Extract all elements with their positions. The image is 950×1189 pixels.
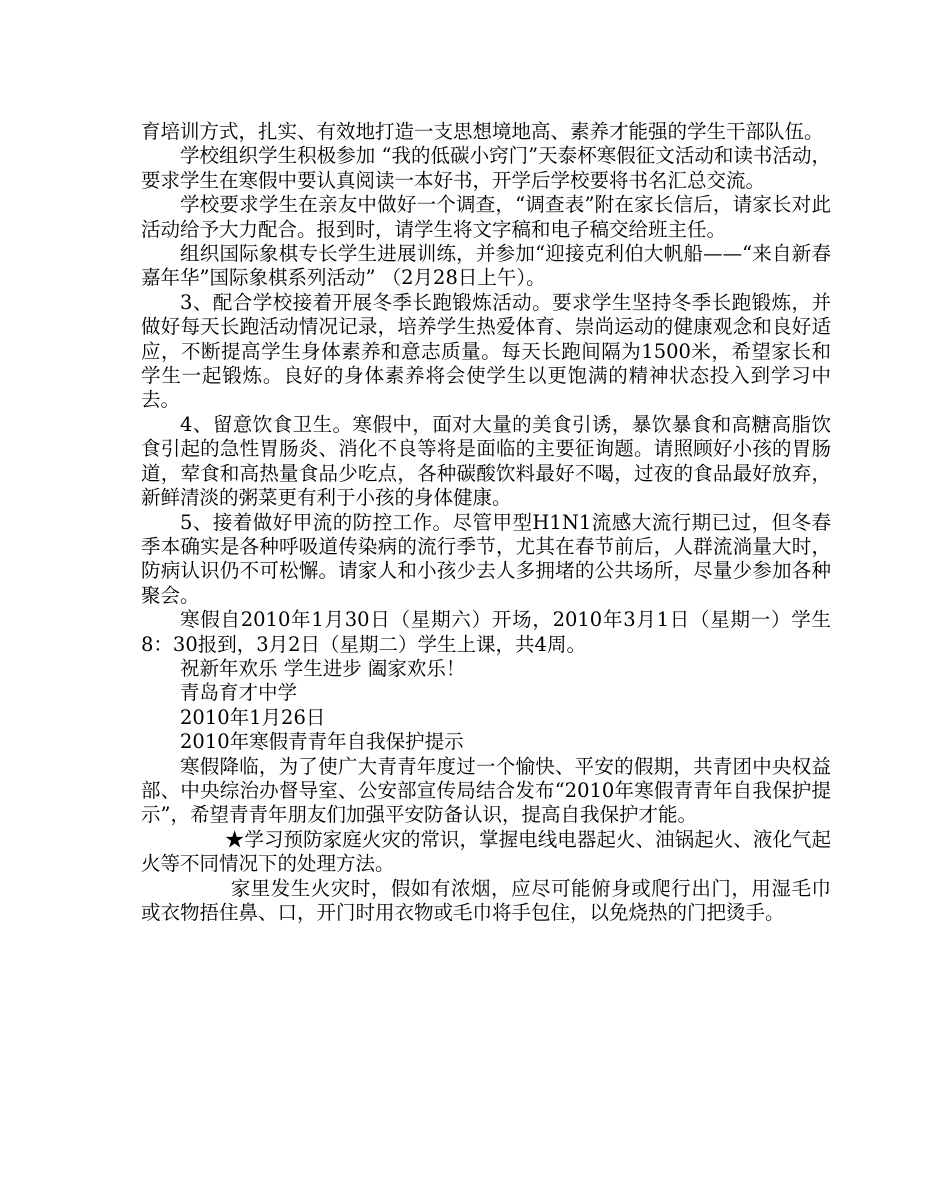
paragraph-safety-intro: 寒假降临，为了使广大青青年度过一个愉快、平安的假期，共青团中央权益部、中央综治办督导室、公安部宣传局结合发布“2010年寒假青青年自我保护提示”，希望青青年朋友们加强平安防备认识，提高自我保护才能。: [141, 754, 831, 827]
paragraph-vacation-dates: 寒假自2010年1月30日（星期六）开场，2010年3月1日（星期一）学生8：30报到，3月2日（星期二）学生上课，共4周。: [141, 608, 831, 656]
document-body: [141, 120, 831, 925]
school-signature: 青岛育才中学: [180, 681, 298, 705]
paragraph-chess: 组织国际象棋专长学生进展训练，并参加“迎接克利伯大帆船——“来自新春嘉年华”国际象棋系列活动” （2月28日上午）。: [141, 242, 831, 290]
section-title: 2010年寒假青青年自我保护提示: [180, 730, 464, 754]
paragraph-fire-escape: 家里发生火灾时，假如有浓烟，应尽可能俯身或爬行出门，用湿毛巾或衣物捂住鼻、口，开门时用衣物或毛巾将手包住，以免烧热的门把烫手。: [141, 876, 831, 924]
paragraph-cadre-training: 育培训方式，扎实、有效地打造一支思想境地高、素养才能强的学生干部队伍。: [141, 120, 824, 143]
greeting-line: 祝新年欢乐 学生进步 阖家欢乐！: [180, 656, 466, 680]
paragraph-item-4-diet: 4、留意饮食卫生。寒假中，面对大量的美食引诱，暴饮暴食和高糖高脂饮食引起的急性胃肠炎、消化不良等将是面临的主要征询题。请照顾好小孩的胃肠道，荤食和高热量食品少吃点，各种碳酸饮料最好不喝，过夜的食品最好放弃，新鲜清淡的粥菜更有利于小孩的身体健康。: [141, 412, 831, 510]
paragraph-survey: 学校要求学生在亲友中做好一个调查，“调查表”附在家长信后，请家长对此活动给予大力配合。报到时，请学生将文字稿和电子稿交给班主任。: [141, 193, 831, 241]
paragraph-item-5-flu: 5、接着做好甲流的防控工作。尽管甲型H1N1流感大流行期已过，但冬春季本确实是各种呼吸道传染病的流行季节，尤其在春节前后，人群流淌量大时，防病认识仍不可松懈。请家人和小孩少去人多拥堵的公共场所，尽量少参加各种聚会。: [141, 510, 831, 607]
paragraph-item-3-running: 3、配合学校接着开展冬季长跑锻炼活动。要求学生坚持冬季长跑锻炼，并做好每天长跑活动情况记录，培养学生热爱体育、崇尚运动的健康观念和良好适应，不断提高学生身体素养和意志质量。每天长跑间隔为1500米，希望家长和学生一起锻炼。良好的身体素养将会使学生以更饱满的精神状态投入到学习中去。: [141, 290, 831, 412]
paragraph-fire-knowledge: ★学习预防家庭火灾的常识，掌握电线电器起火、油锅起火、液化气起火等不同情况下的处理方法。: [141, 827, 831, 876]
signature-date: 2010年1月26日: [180, 705, 326, 729]
paragraph-essay-activity: 学校组织学生积极参加 “我的低碳小窍门”天泰杯寒假征文活动和读书活动，要求学生在寒假中要认真阅读一本好书，开学后学校要将书名汇总交流。: [141, 144, 831, 192]
